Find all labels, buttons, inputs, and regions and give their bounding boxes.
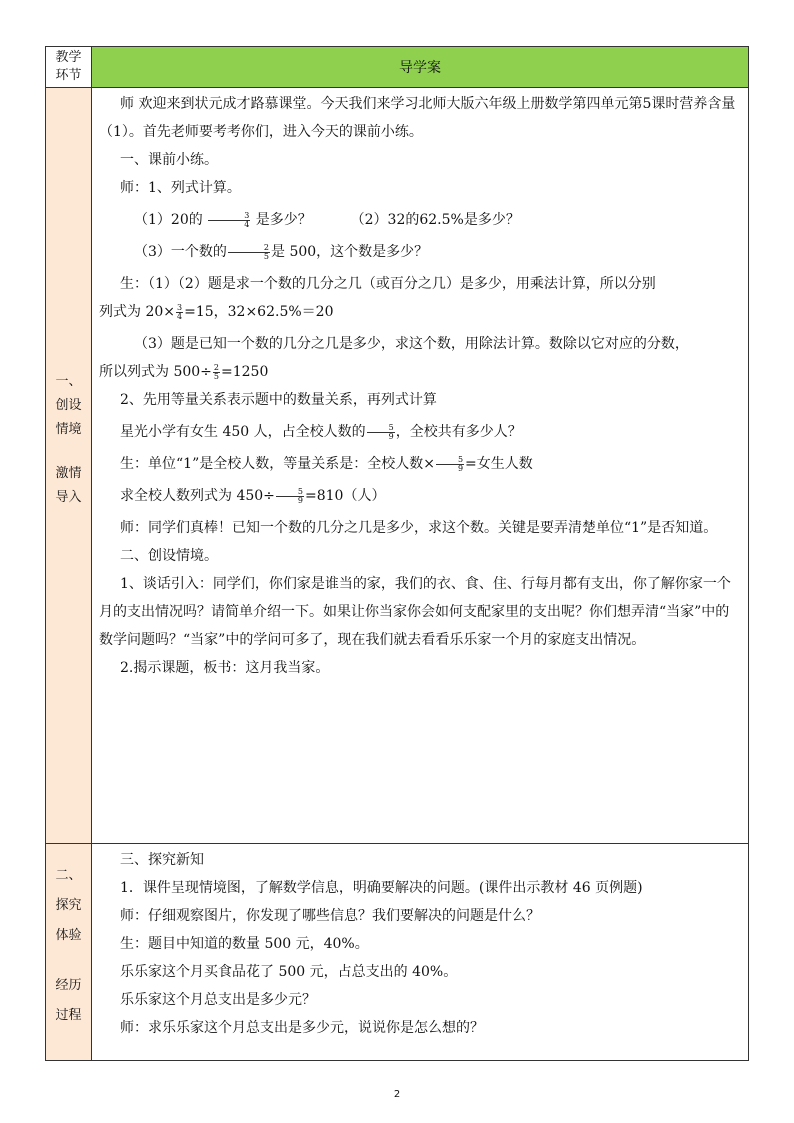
relation-text: =女生人数 [465, 456, 533, 472]
formula-text: =15，32×62.5%＝20 [184, 304, 334, 320]
fraction-five-ninths [436, 456, 464, 473]
guide-title-header: 导学案 [92, 47, 749, 88]
question-line-1 [99, 206, 741, 234]
stage-label-line: 情境 [55, 422, 82, 437]
problem-text: 星光小学有女生 450 人，占全校人数的 [120, 424, 366, 440]
fraction-denominator: 9 [457, 463, 464, 473]
paragraph-known-quantities: 生：题目中知道的数量 500 元，40%。 [120, 936, 369, 952]
stage-column-header-line2: 环节 [55, 68, 82, 83]
fraction-three-quarters [176, 304, 183, 321]
paragraph-answer-3-formula [99, 358, 741, 386]
section-two-content [92, 844, 749, 1061]
stage-label-line: 导入 [55, 490, 82, 505]
paragraph-observe: 师：仔细观察图片，你发现了哪些信息？我们要解决的问题是什么？ [120, 908, 540, 924]
paragraph-relation [99, 450, 741, 478]
stage-label-line: 探究 [55, 898, 82, 913]
fraction-five-ninths [367, 424, 395, 441]
fraction-denominator: 4 [244, 219, 250, 229]
formula-text: 所以列式为 500÷ [99, 364, 212, 380]
fraction-numerator: 2 [213, 362, 219, 372]
fraction-denominator: 5 [263, 251, 270, 261]
paragraph-reveal-topic: 2.揭示课题，板书：这月我当家。 [120, 660, 330, 676]
question-line-3 [99, 238, 741, 266]
paragraph-food-cost: 乐乐家这个月买食品花了 500 元，占总支出的 40%。 [120, 964, 458, 980]
fraction-denominator: 5 [213, 371, 219, 381]
paragraph-total-question: 乐乐家这个月总支出是多少元？ [120, 992, 316, 1008]
paragraph-word-problem [99, 418, 741, 446]
fraction-two-fifths [213, 364, 220, 381]
paragraph-conversation: 1、谈话引入：同学们，你们家是谁当的家，我们的衣、食、住、行每月都有支出，你了解你家一个月的支出情况吗？请简单介绍一下。如果让你当家你会如何支配家里的支出呢？你们想弄清“当家”中的数学问题吗？“当家”中的学问可多了，现在我们就去看看乐乐家一个月的家庭支出情况。 [99, 576, 731, 648]
stage-label-line: 二、 [55, 868, 82, 883]
section-one-content [92, 88, 749, 844]
formula-text: =1250 [221, 364, 269, 380]
fraction-denominator: 9 [388, 431, 394, 441]
solution-text: 求全校人数列式为 450÷ [120, 488, 275, 504]
paragraph-explain-thinking: 师：求乐乐家这个月总支出是多少元，说说你是怎么想的？ [120, 1020, 484, 1036]
fraction-numerator: 3 [208, 212, 250, 221]
table-header-row [46, 47, 749, 88]
fraction-three-quarters [208, 212, 250, 229]
stage-label-line: 经历 [55, 978, 82, 993]
fraction-numerator: 5 [436, 456, 464, 465]
question-text: 是 500，这个数是多少？ [271, 244, 429, 260]
stage-label-line: 激情 [55, 466, 82, 481]
paragraph-calc-heading: 师：1、列式计算。 [120, 180, 241, 196]
stage-label-line: 一、 [55, 374, 82, 389]
question-text: 是多少？ [255, 212, 312, 228]
paragraph-courseware: 1．课件呈现情境图，了解数学信息，明确要解决的问题。(课件出示教材 46 页例题) [120, 880, 643, 896]
paragraph-intro: 师 欢迎来到状元成才路慕课堂。今天我们来学习北师大版六年级上册数学第四单元第5课时营养含量（1）。首先老师要考考你们，进入今天的课前小练。 [99, 96, 736, 140]
lesson-plan-table [45, 46, 749, 1061]
fraction-numerator: 3 [177, 302, 183, 312]
paragraph-explore-heading: 三、探究新知 [120, 852, 204, 868]
stage-label-section-two [46, 844, 92, 1061]
fraction-denominator: 4 [177, 311, 183, 321]
paragraph-teacher-summary: 师：同学们真棒！已知一个数的几分之几是多少，求这个数。关键是要弄清楚单位“1”是否知道。 [120, 520, 718, 536]
page-number: 2 [393, 1089, 401, 1100]
stage-column-header-line1: 教学 [55, 50, 82, 65]
paragraph-answer-1: 生：（1）（2）题是求一个数的几分之几（或百分之几）是多少，用乘法计算，所以分别 [120, 276, 656, 292]
problem-text: ，全校共有多少人？ [395, 424, 522, 440]
fraction-five-ninths [276, 488, 304, 505]
stage-label-line: 过程 [55, 1008, 82, 1023]
stage-column-header [46, 47, 92, 88]
paragraph-warmup-heading: 一、课前小练。 [120, 152, 218, 168]
section-two-row [46, 844, 749, 1061]
relation-text: 生：单位“1”是全校人数，等量关系是：全校人数× [120, 456, 435, 472]
question-text: （1）20的 [134, 212, 203, 228]
paragraph-answer-3: （3）题是已知一个数的几分之几是多少，求这个数，用除法计算。数除以它对应的分数， [134, 336, 689, 352]
paragraph-answer-1-formula [99, 298, 741, 326]
formula-text: 列式为 20× [99, 304, 175, 320]
stage-label-line: 创设 [55, 398, 82, 413]
paragraph-scenario-heading: 二、创设情境。 [120, 548, 218, 564]
fraction-numerator: 5 [367, 424, 395, 433]
question-text: （3）一个数的 [134, 244, 227, 260]
stage-label-section-one [46, 88, 92, 844]
fraction-numerator: 2 [228, 244, 270, 253]
section-one-row [46, 88, 749, 844]
question-text: （2）32的62.5%是多少？ [350, 212, 520, 228]
fraction-two-fifths [228, 244, 270, 261]
solution-text: =810（人） [305, 488, 386, 504]
stage-label-line: 体验 [55, 928, 82, 943]
fraction-denominator: 9 [297, 495, 303, 505]
paragraph-task-2: 2、先用等量关系表示题中的数量关系，再列式计算 [120, 392, 437, 408]
fraction-numerator: 5 [276, 488, 304, 497]
paragraph-solution [99, 482, 741, 510]
